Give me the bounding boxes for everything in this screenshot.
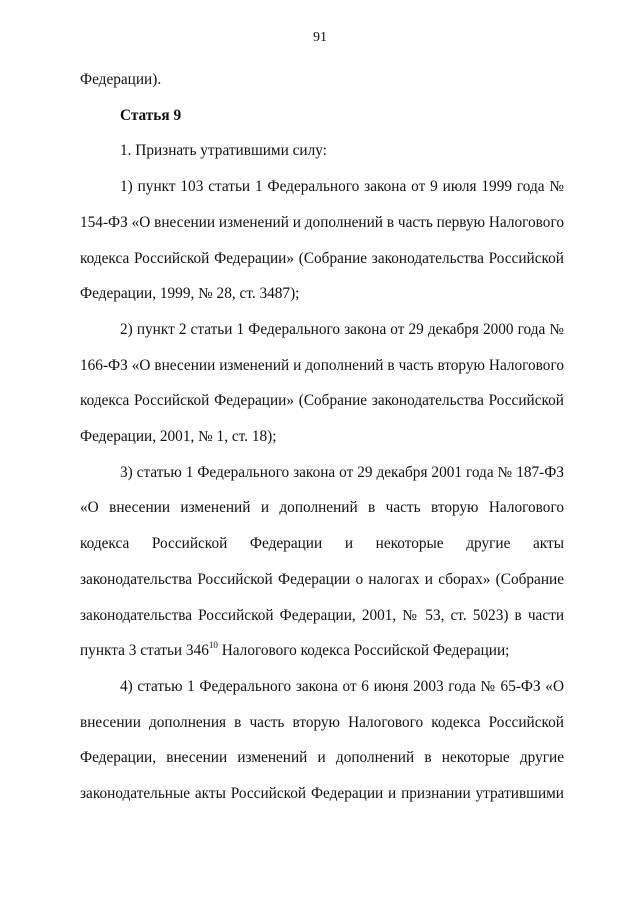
- article-heading: Статья 9: [120, 106, 182, 124]
- list-item-1: 1) пункт 103 статьи 1 Федерального закона от 9 июля 1999 года № 154-ФЗ «О внесении изменений и дополнений в часть первую Налогового кодекса Российской Федерации» (Собрание законодательства Российской Федерации, 1999, № 28, ст. 3487);: [80, 178, 564, 303]
- list-item-3: [80, 455, 564, 669]
- document-body: [80, 62, 564, 812]
- superscript-10: 10: [208, 640, 218, 651]
- list-item-4: 4) статью 1 Федерального закона от 6 июня 2003 года № 65-ФЗ «О внесении дополнения в часть вторую Налогового кодекса Российской Федерации, внесении изменений и дополнений в некоторые другие законодательные акты Российской Федерации и признании утратившими: [80, 677, 564, 803]
- continuation-text: Федерации).: [80, 71, 162, 88]
- page-number: 91: [313, 30, 327, 45]
- list-item-3-text-end: Налогового кодекса Российской Федерации;: [217, 642, 510, 660]
- list-item-3-text: 3) статью 1 Федерального закона от 29 декабря 2001 года № 187-ФЗ «О внесении изменений и дополнений в часть вторую Налогового кодекса Российской Федерации и некоторые другие акты законодательства Российской Федерации о налогах и сборах» (Собрание законодательства Российской Федерации, 2001, № 53, ст. 5023) в части пункта 3 статьи 346: [80, 463, 564, 660]
- list-item-2: 2) пункт 2 статьи 1 Федерального закона от 29 декабря 2000 года № 166-ФЗ «О внесении изменений и дополнений в часть вторую Налогового кодекса Российской Федерации» (Собрание законодательства Российской Федерации, 2001, № 1, ст. 18);: [80, 320, 564, 446]
- clause-1: 1. Признать утратившими силу:: [120, 142, 327, 160]
